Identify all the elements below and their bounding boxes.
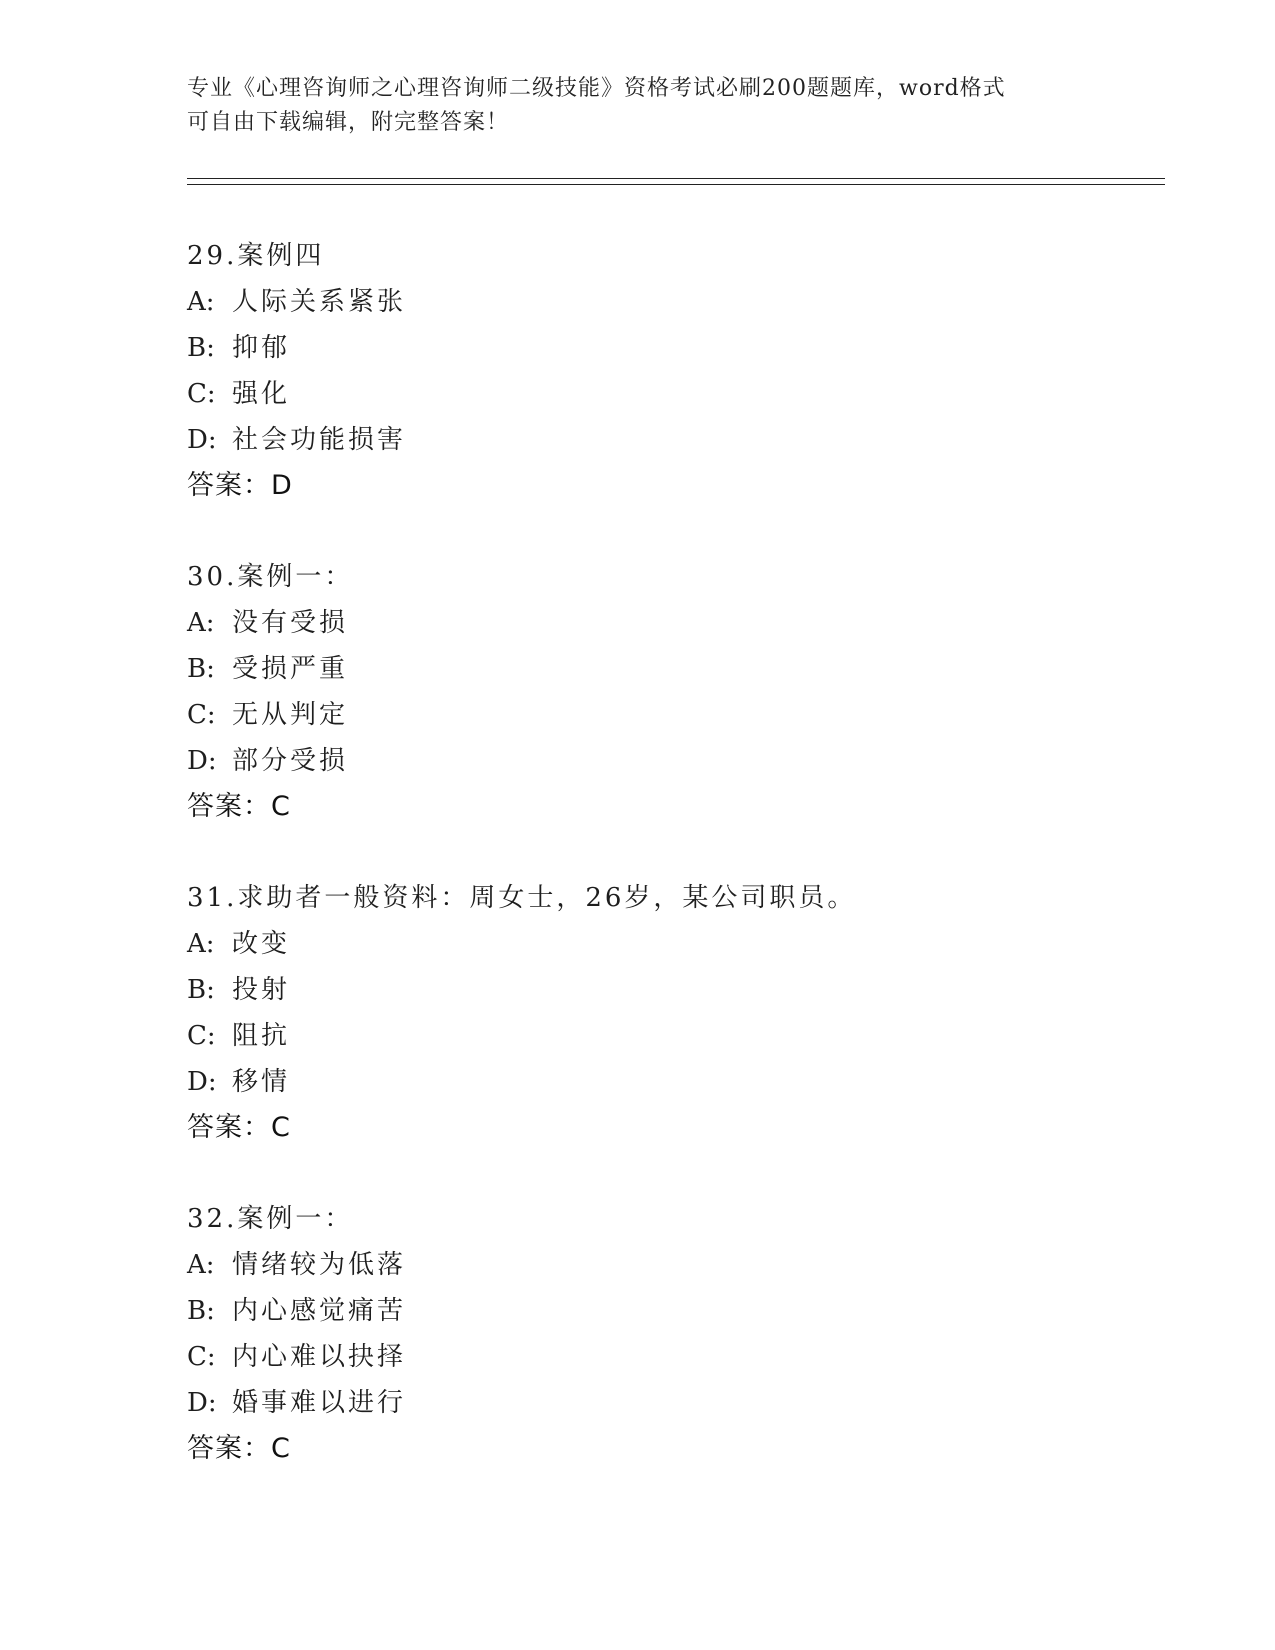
option-c xyxy=(187,371,1167,417)
option-text: 投射 xyxy=(232,975,291,1005)
option-text: 受损严重 xyxy=(232,654,349,684)
option-c xyxy=(187,1334,1167,1380)
option-text: 部分受损 xyxy=(232,746,349,776)
option-text: 内心难以抉择 xyxy=(232,1342,407,1372)
option-a xyxy=(187,279,1167,325)
option-text: 没有受损 xyxy=(232,608,349,638)
option-d xyxy=(187,1380,1167,1426)
option-b xyxy=(187,646,1167,692)
question-29 xyxy=(187,233,1167,509)
option-d xyxy=(187,738,1167,784)
option-a xyxy=(187,921,1167,967)
header-line-2: 可自由下载编辑，附完整答案！ xyxy=(187,110,510,135)
header-line-1: 专业《心理咨询师之心理咨询师二级技能》资格考试必刷200题题库，word格式 xyxy=(187,76,1006,101)
option-text: 无从判定 xyxy=(232,700,349,730)
option-key: D: xyxy=(187,746,217,776)
option-key: D: xyxy=(187,1388,217,1418)
question-32 xyxy=(187,1196,1167,1472)
option-b xyxy=(187,325,1167,371)
option-text: 阻抗 xyxy=(232,1021,291,1051)
option-key: C: xyxy=(187,1342,216,1372)
answer-line: 答案：D xyxy=(187,470,293,501)
option-text: 强化 xyxy=(232,379,291,409)
option-key: A: xyxy=(187,287,215,317)
option-key: B: xyxy=(187,333,215,363)
option-a xyxy=(187,600,1167,646)
option-text: 移情 xyxy=(232,1067,291,1097)
option-text: 抑郁 xyxy=(232,333,291,363)
question-stem: 30.案例一： xyxy=(187,562,354,592)
option-b xyxy=(187,1288,1167,1334)
option-key: A: xyxy=(187,929,215,959)
option-text: 内心感觉痛苦 xyxy=(232,1296,407,1326)
option-key: B: xyxy=(187,975,215,1005)
question-stem: 29.案例四 xyxy=(187,241,325,271)
option-a xyxy=(187,1242,1167,1288)
question-stem: 32.案例一： xyxy=(187,1204,354,1234)
option-text: 情绪较为低落 xyxy=(232,1250,407,1280)
answer-line: 答案：C xyxy=(187,791,291,822)
option-text: 人际关系紧张 xyxy=(232,287,407,317)
option-b xyxy=(187,967,1167,1013)
header-rule-bottom xyxy=(187,184,1165,185)
option-key: A: xyxy=(187,1250,215,1280)
question-list xyxy=(187,233,1167,1517)
document-header xyxy=(187,72,1087,140)
question-stem: 31.求助者一般资料：周女士，26岁，某公司职员。 xyxy=(187,883,857,913)
option-d xyxy=(187,1059,1167,1105)
option-key: C: xyxy=(187,379,216,409)
option-text: 改变 xyxy=(232,929,291,959)
option-text: 婚事难以进行 xyxy=(232,1388,407,1418)
option-key: C: xyxy=(187,1021,216,1051)
option-text: 社会功能损害 xyxy=(232,425,407,455)
option-key: D: xyxy=(187,425,217,455)
option-key: B: xyxy=(187,654,215,684)
option-key: B: xyxy=(187,1296,215,1326)
option-key: C: xyxy=(187,700,216,730)
answer-line: 答案：C xyxy=(187,1112,291,1143)
header-rule-top xyxy=(187,178,1165,179)
question-30 xyxy=(187,554,1167,830)
option-c xyxy=(187,692,1167,738)
answer-line: 答案：C xyxy=(187,1433,291,1464)
option-d xyxy=(187,417,1167,463)
option-key: D: xyxy=(187,1067,217,1097)
option-c xyxy=(187,1013,1167,1059)
question-31 xyxy=(187,875,1167,1151)
option-key: A: xyxy=(187,608,215,638)
